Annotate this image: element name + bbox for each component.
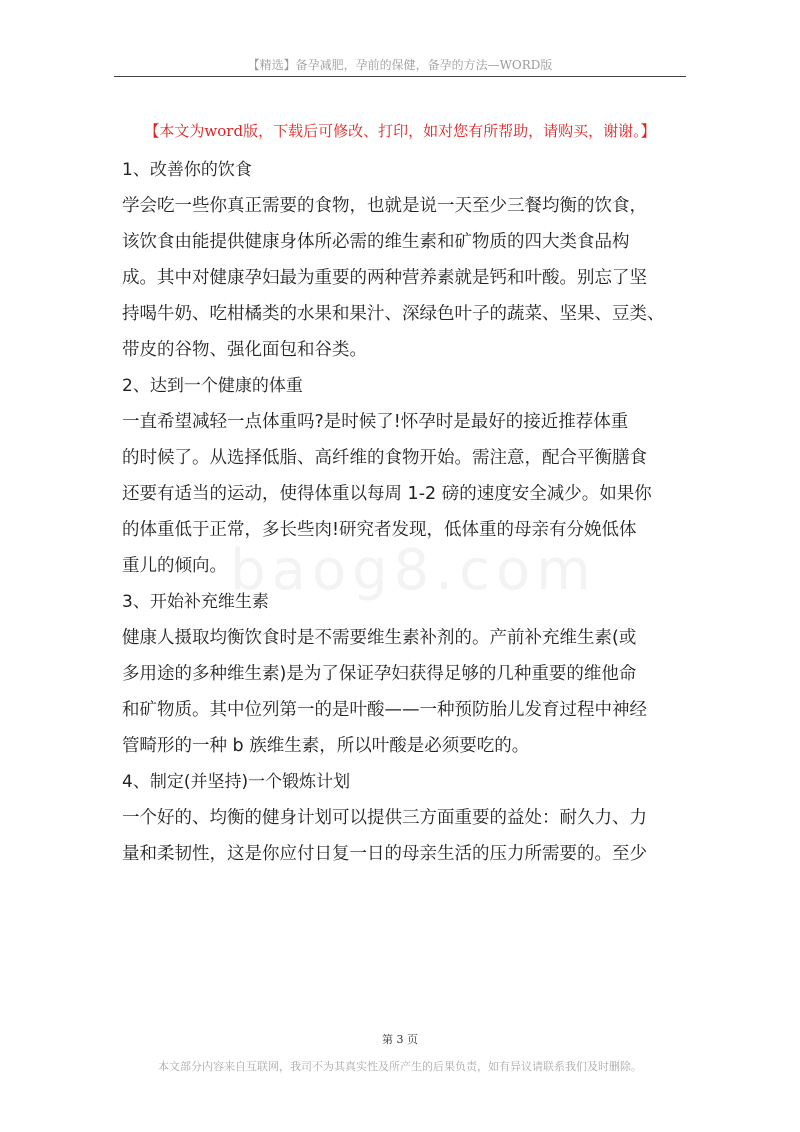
paragraph-line: 管畸形的一种 b 族维生素，所以叶酸是必须要吃的。 xyxy=(122,736,530,756)
paragraph-line: 和矿物质。其中位列第一的是叶酸——一种预防胎儿发育过程中神经 xyxy=(122,700,647,720)
section-heading-4: 4、制定(并坚持)一个锻炼计划 xyxy=(122,772,351,792)
watermark: baog8.com xyxy=(230,538,597,603)
header-divider xyxy=(114,76,686,77)
paragraph-line: 一个好的、均衡的健身计划可以提供三方面重要的益处：耐久力、力 xyxy=(122,808,647,828)
paragraph-line: 成。其中对健康孕妇最为重要的两种营养素就是钙和叶酸。别忘了坚 xyxy=(122,268,647,288)
section-heading-2: 2、达到一个健康的体重 xyxy=(122,376,303,396)
paragraph-line: 一直希望减轻一点体重吗?是时候了!怀孕时是最好的接近推荐体重 xyxy=(122,412,629,432)
page-number: 第 3 页 xyxy=(382,1033,418,1046)
paragraph-line: 量和柔韧性，这是你应付日复一日的母亲生活的压力所需要的。至少 xyxy=(122,844,647,864)
disclaimer-footer: 本文部分内容来自互联网，我司不为其真实性及所产生的后果负责，如有异议请联系我们及时删除。 xyxy=(158,1060,642,1073)
paragraph-line: 持喝牛奶、吃柑橘类的水果和果汁、深绿色叶子的蔬菜、坚果、豆类、 xyxy=(122,304,665,324)
paragraph-line: 健康人摄取均衡饮食时是不需要维生素补剂的。产前补充维生素(或 xyxy=(122,628,637,648)
paragraph-line: 该饮食由能提供健康身体所必需的维生素和矿物质的四大类食品构 xyxy=(122,232,630,252)
paragraph-line: 多用途的多种维生素)是为了保证孕妇获得足够的几种重要的维他命 xyxy=(122,664,637,684)
paragraph-line: 的体重低于正常，多长些肉!研究者发现，低体重的母亲有分娩低体 xyxy=(122,520,637,540)
paragraph-line: 学会吃一些你真正需要的食物，也就是说一天至少三餐均衡的饮食， xyxy=(122,196,647,216)
paragraph-line: 还要有适当的运动，使得体重以每周 1-2 磅的速度安全减少。如果你 xyxy=(122,484,652,504)
paragraph-line: 的时候了。从选择低脂、高纤维的食物开始。需注意，配合平衡膳食 xyxy=(122,448,647,468)
paragraph-line: 重儿的倾向。 xyxy=(122,556,227,576)
purchase-notice: 【本文为word版，下载后可修改、打印，如对您有所帮助，请购买，谢谢。】 xyxy=(144,122,656,140)
document-body xyxy=(122,160,682,880)
paragraph-line: 带皮的谷物、强化面包和谷类。 xyxy=(122,340,367,360)
document-header: 【精选】备孕减肥，孕前的保健，备孕的方法—WORD版 xyxy=(247,58,553,72)
section-heading-1: 1、改善你的饮食 xyxy=(122,160,252,180)
section-heading-3: 3、开始补充维生素 xyxy=(122,592,269,612)
